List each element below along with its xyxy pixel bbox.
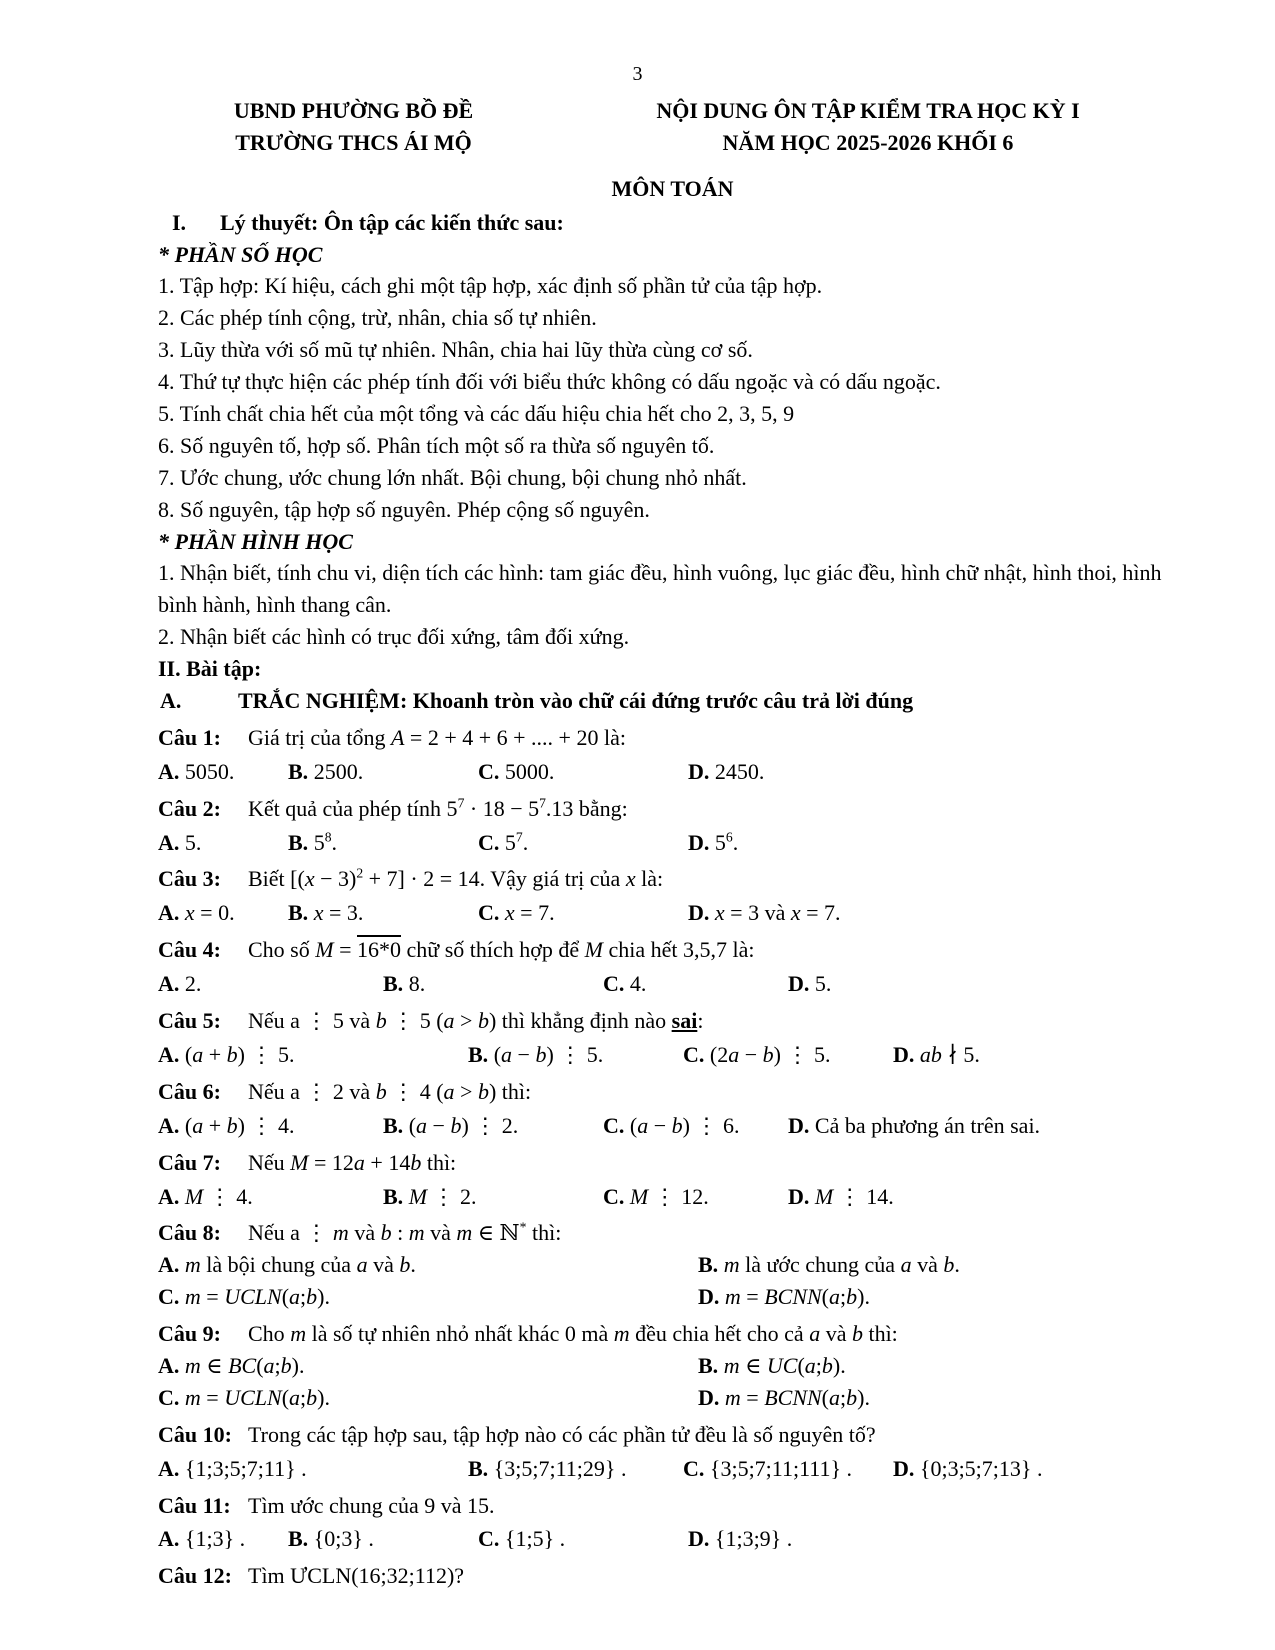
option-c: C. M ⋮ 12. [603, 1183, 709, 1209]
question-2-text: Kết quả của phép tính $5^7 \cdot 18 - 5^7.13$ bằng: [248, 795, 628, 821]
question-1-line [158, 722, 1187, 754]
option-d: D. {0;3;5;7;13} . [893, 1455, 1043, 1481]
option-a: A. m là bội chung của a và b. [158, 1252, 416, 1278]
question-7-options [158, 1181, 1187, 1213]
question-1-options [158, 756, 1187, 788]
question-1-label: Câu 1: [158, 724, 221, 750]
option-b: B. (a − b) ⋮ 5. [468, 1041, 604, 1067]
theory-section-title: Lý thuyết: Ôn tập các kiến thức sau: [220, 209, 564, 235]
option-a: A. m ∈ BC(a;b). [158, 1352, 305, 1378]
question-9-line [158, 1318, 1187, 1350]
question-4-options [158, 968, 1187, 1000]
question-3-label: Câu 3: [158, 866, 221, 892]
option-c: C. m = UCLN(a;b). [158, 1384, 330, 1410]
option-c: C. x = 7. [478, 900, 555, 926]
option-d: D. {1;3;9} . [688, 1526, 793, 1552]
question-4-label: Câu 4: [158, 937, 221, 963]
question-12-text: Tìm ƯCLN(16;32;112)? [248, 1563, 465, 1589]
question-3 [158, 863, 1187, 929]
option-d: D. M ⋮ 14. [788, 1183, 894, 1209]
question-7-line [158, 1147, 1187, 1179]
question-11 [158, 1490, 1187, 1556]
question-9-options [158, 1350, 1187, 1414]
exercises-section-heading: II. Bài tập: [158, 656, 262, 682]
option-c: C. 5000. [478, 758, 555, 784]
question-3-line [158, 863, 1187, 895]
option-c: C. $5^7$. [478, 829, 529, 855]
option-b: B. $5^8$. [288, 829, 337, 855]
option-b: B. {3;5;7;11;29} . [468, 1455, 627, 1481]
question-10 [158, 1419, 1187, 1485]
geometry-heading: * PHẦN HÌNH HỌC [158, 528, 353, 554]
question-8-label: Câu 8: [158, 1220, 221, 1246]
theory-item-geom-2: 2. Nhận biết các hình có trục đối xứng, tâm đối xứng. [158, 624, 630, 650]
question-12-line [158, 1560, 1187, 1592]
question-10-text: Trong các tập hợp sau, tập hợp nào có các phần tử đều là số nguyên tố? [248, 1421, 876, 1447]
option-b: B. M ⋮ 2. [383, 1183, 477, 1209]
question-12 [158, 1560, 1187, 1592]
question-10-label: Câu 10: [158, 1421, 232, 1447]
theory-section-heading [158, 207, 1187, 239]
question-4-text: Cho số M = 16*0 chữ số thích hợp để M chia hết 3,5,7 là: [248, 937, 755, 963]
option-a: A. x = 0. [158, 900, 235, 926]
question-4 [158, 934, 1187, 1000]
question-1-text: Giá trị của tổng A = 2 + 4 + 6 + .... + 20 là: [248, 724, 626, 750]
question-2 [158, 793, 1187, 859]
question-11-line [158, 1490, 1187, 1522]
option-d: D. ab ∤ 5. [893, 1041, 980, 1067]
question-5-options [158, 1039, 1187, 1071]
page-number: 3 [632, 63, 643, 85]
option-a: A. 2. [158, 971, 202, 997]
theory-item-arith-5: 5. Tính chất chia hết của một tổng và các dấu hiệu chia hết cho 2, 3, 5, 9 [158, 401, 795, 427]
question-6-text: Nếu a ⋮ 2 và b ⋮ 4 (a > b) thì: [248, 1078, 532, 1104]
question-8-options [158, 1249, 1187, 1313]
option-a: A. 5. [158, 829, 202, 855]
subject-title: MÔN TOÁN [611, 175, 734, 201]
option-a: A. (a + b) ⋮ 5. [158, 1041, 295, 1067]
option-b: B. x = 3. [288, 900, 364, 926]
question-7 [158, 1147, 1187, 1213]
exam-year: NĂM HỌC 2025-2026 KHỐI 6 [722, 129, 1014, 155]
option-d: D. m = BCNN(a;b). [698, 1384, 870, 1410]
question-4-line [158, 934, 1187, 966]
option-c: C. {3;5;7;11;111} . [683, 1455, 853, 1481]
multiple-choice-label: A. [160, 688, 182, 714]
document-header [158, 95, 1187, 159]
question-3-options [158, 897, 1187, 929]
theory-item-arith-8: 8. Số nguyên, tập hợp số nguyên. Phép cộng số nguyên. [158, 496, 650, 522]
theory-item-arith-7: 7. Ước chung, ước chung lớn nhất. Bội chung, bội chung nhỏ nhất. [158, 464, 747, 490]
question-11-options [158, 1523, 1187, 1555]
option-d: D. 5. [788, 971, 832, 997]
option-d: D. 2450. [688, 758, 765, 784]
school-authority: UBND PHƯỜNG BỒ ĐỀ [233, 98, 474, 123]
question-10-options [158, 1453, 1187, 1485]
question-3-text: Biết $[(x - 3)^2 + 7] \cdot 2 = 14$. Vậy giá trị của x là: [248, 866, 664, 892]
option-d: D. m = BCNN(a;b). [698, 1284, 870, 1310]
option-a: A. {1;3;5;7;11} . [158, 1455, 307, 1481]
theory-item-arith-2: 2. Các phép tính cộng, trừ, nhân, chia số tự nhiên. [158, 305, 597, 331]
question-6-line [158, 1076, 1187, 1108]
exam-block [549, 95, 1187, 159]
question-2-options [158, 827, 1187, 859]
theory-item-arith-6: 6. Số nguyên tố, hợp số. Phân tích một số ra thừa số nguyên tố. [158, 432, 715, 458]
question-5 [158, 1005, 1187, 1071]
question-8-line [158, 1217, 1187, 1249]
question-6-label: Câu 6: [158, 1078, 221, 1104]
question-1 [158, 722, 1187, 788]
question-9-label: Câu 9: [158, 1321, 221, 1347]
option-a: A. {1;3} . [158, 1526, 246, 1552]
question-11-text: Tìm ước chung của 9 và 15. [248, 1492, 495, 1518]
question-5-label: Câu 5: [158, 1008, 221, 1034]
question-10-line [158, 1419, 1187, 1451]
question-9 [158, 1318, 1187, 1414]
theory-item-arith-3: 3. Lũy thừa với số mũ tự nhiên. Nhân, chia hai lũy thừa cùng cơ số. [158, 337, 753, 363]
option-b: B. m ∈ UC(a;b). [698, 1352, 846, 1378]
option-c: C. {1;5} . [478, 1526, 566, 1552]
option-a: A. M ⋮ 4. [158, 1183, 253, 1209]
option-a: A. 5050. [158, 758, 235, 784]
question-8 [158, 1217, 1187, 1313]
school-name: TRƯỜNG THCS ÁI MỘ [235, 129, 472, 155]
question-7-label: Câu 7: [158, 1149, 221, 1175]
multiple-choice-title: TRẮC NGHIỆM: Khoanh tròn vào chữ cái đứng trước câu trả lời đúng [238, 688, 914, 714]
question-2-line [158, 793, 1187, 825]
option-a: A. (a + b) ⋮ 4. [158, 1112, 295, 1138]
question-12-label: Câu 12: [158, 1563, 232, 1589]
question-2-label: Câu 2: [158, 795, 221, 821]
option-b: B. (a − b) ⋮ 2. [383, 1112, 519, 1138]
question-6-options [158, 1110, 1187, 1142]
option-d: D. Cả ba phương án trên sai. [788, 1112, 1041, 1138]
theory-item-geom-1: 1. Nhận biết, tính chu vi, diện tích các hình: tam giác đều, hình vuông, lục giác đều, hình chữ nhật, hình thoi, hình bình hành, hình thang cân. [158, 560, 1162, 618]
option-b: B. 8. [383, 971, 426, 997]
question-8-text: Nếu a ⋮ m và b : m và m ∈ ℕ* thì: [248, 1220, 562, 1246]
option-c: C. (2a − b) ⋮ 5. [683, 1041, 831, 1067]
question-5-text: Nếu a ⋮ 5 và b ⋮ 5 (a > b) thì khẳng định nào sai: [248, 1008, 704, 1034]
theory-item-arith-4: 4. Thứ tự thực hiện các phép tính đối với biểu thức không có dấu ngoặc và có dấu ngoặc. [158, 369, 941, 395]
multiple-choice-heading [158, 685, 1187, 717]
option-c: C. 4. [603, 971, 647, 997]
theory-item-arith-1: 1. Tập hợp: Kí hiệu, cách ghi một tập hợp, xác định số phần tử của tập hợp. [158, 273, 823, 299]
option-d: D. x = 3 và x = 7. [688, 900, 841, 926]
question-9-text: Cho m là số tự nhiên nhỏ nhất khác 0 mà m đều chia hết cho cả a và b thì: [248, 1321, 898, 1347]
option-b: B. {0;3} . [288, 1526, 374, 1552]
option-d: D. $5^6$. [688, 829, 739, 855]
question-11-label: Câu 11: [158, 1492, 231, 1518]
theory-section-numeral: I. [172, 209, 187, 235]
question-6 [158, 1076, 1187, 1142]
question-7-text: Nếu M = 12a + 14b thì: [248, 1149, 457, 1175]
exam-title: NỘI DUNG ÔN TẬP KIỂM TRA HỌC KỲ I [656, 98, 1080, 123]
option-c: C. (a − b) ⋮ 6. [603, 1112, 740, 1138]
option-b: B. m là ước chung của a và b. [698, 1252, 960, 1278]
arithmetic-heading: * PHẦN SỐ HỌC [158, 241, 323, 267]
option-b: B. 2500. [288, 758, 364, 784]
school-block [158, 95, 549, 159]
question-5-line [158, 1005, 1187, 1037]
option-c: C. m = UCLN(a;b). [158, 1284, 330, 1310]
